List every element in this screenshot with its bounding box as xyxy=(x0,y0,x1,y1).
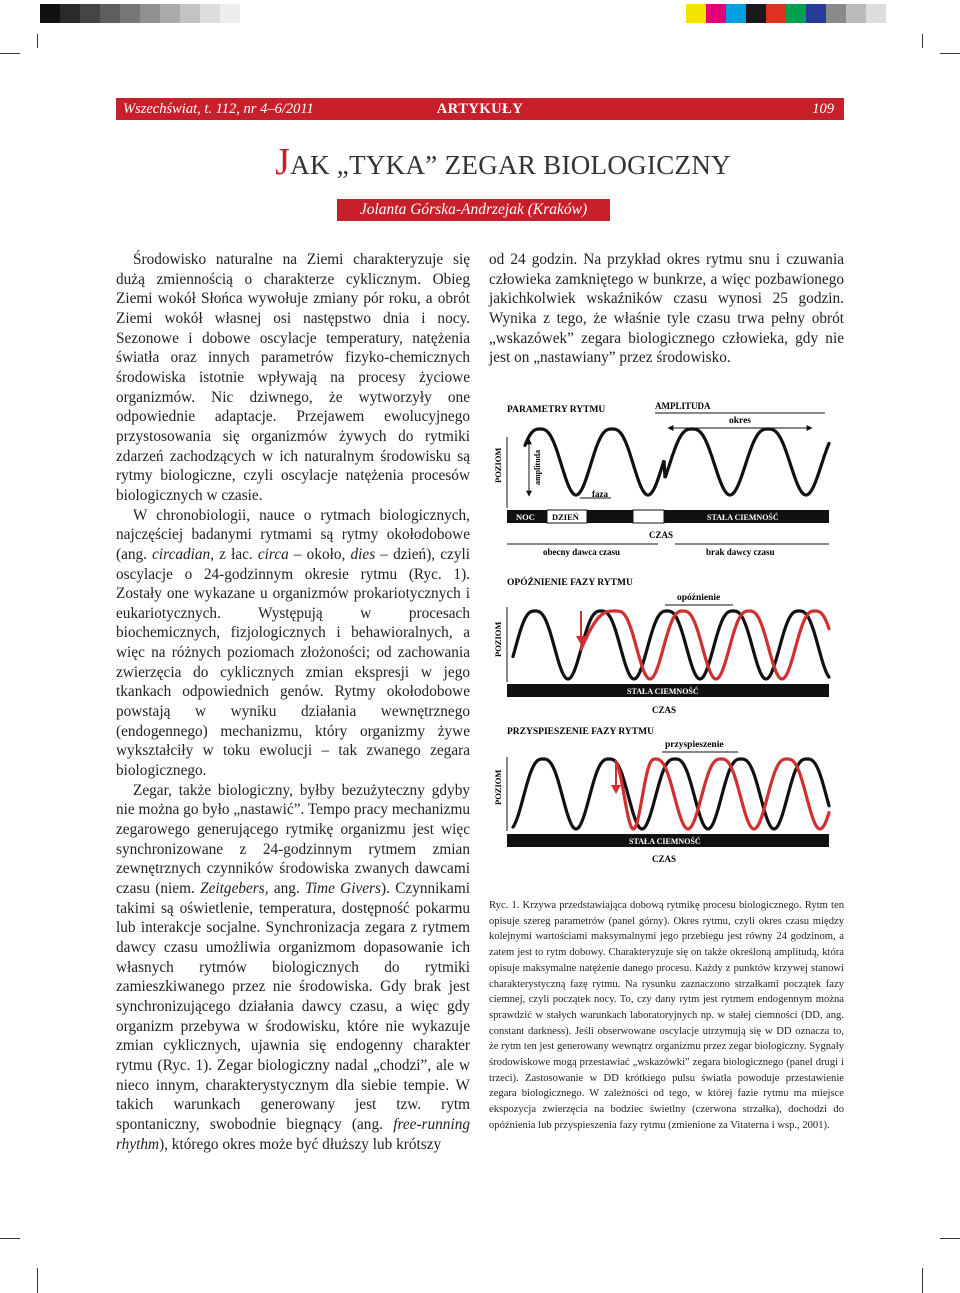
right-column xyxy=(489,250,844,368)
paragraph-1: Środowisko naturalne na Ziemi charakteryzuje się dużą zmiennością o charakterze cyklicznym. Obieg Ziemi wokół Słońca wywołuje zmiany pór roku, a obrót Ziemi wokół własnej osi następstwo dnia i nocy. Sezonowe i dobowe oscylacje temperatury, natężenia światła oraz innych parametrów fizyko-chemicznych środowiska istotnie wpływają na procesy życiowe organizmów. Nic dziwnego, że wytworzyły one odpowiednie adaptacje. Przejawem ewolucyjnego przystosowania się organizmów żywych do rytmiki zdarzeń zachodzących w ich naturalnym środowisku są rytmy biologiczne, czyli oscylacje natężenia procesów biologicznych w czasie. xyxy=(116,251,470,504)
crop-mark xyxy=(940,53,960,54)
figure-caption: Ryc. 1. Krzywa przedstawiająca dobową rytmikę procesu biologicznego. Rytm ten opisuje szereg parametrów (panel górny). Okres rytmu, czyli okres czasu między kolejnymi wartościami maksymalnymi jego przebiegu jest równy 24 godzinom, a zatem jest to rytm dobowy. Charakteryzuje się on także określoną amplitudą, która opisuje maksymalne natężenie danego procesu. Każdy z punktów krzywej stanowi charakterystyczną fazę rytmu. Na rysunku zaznaczono strzałkami początek fazy ciemnej, czyli początek nocy. To, czy dany rytm jest rytmem endogennym można sprawdzić w stałych warunkach laboratoryjnych np. w stałej ciemności (DD, ang. constant darkness). Jeśli obserwowane oscylacje utrzymują się w DD oznacza to, że rytm ten jest generowany wewnątrz organizmu przez zegar biologiczny. Sygnały środowiskowe mogą przestawiać „wskazówki” zegara biologicznego (panel drugi i trzeci). Zastosowanie w DD krótkiego pulsu światła powoduje przestawienie zegara biologicznego. W zależności od tego, w której fazie rytmu ma miejsce ekspozycja zwierzęcia na bodziec świetlny (czerwona strzałka), dochodzi do opóźnienia lub przyspieszenia fazy rytmu (zmienione za Vitaterna i wsp., 2001). xyxy=(489,900,844,1131)
left-column xyxy=(116,250,470,1154)
article-title xyxy=(0,140,960,184)
figure-rhythm-diagram xyxy=(485,395,847,875)
crop-mark xyxy=(37,34,38,48)
day-bar-2 xyxy=(633,510,664,523)
delay-label: opóźnienie xyxy=(677,593,721,603)
crop-mark xyxy=(922,34,923,48)
title-initial: J xyxy=(275,141,291,183)
rhythm-curve-3-original xyxy=(513,759,829,829)
section-name: ARTYKUŁY xyxy=(436,101,524,117)
poziom-label-1: POZIOM xyxy=(493,447,503,483)
czas-label-1: CZAS xyxy=(649,530,674,540)
rhythm-curve-1 xyxy=(525,429,829,495)
constant-dark-label-2: STAŁA CIEMNOŚĆ xyxy=(627,687,699,696)
paragraph-3: Zegar, także biologiczny, byłby bezużyteczny gdyby nie można go było „nastawić”. Tempo pracy mechanizmu zegarowego generującego rytmikę organizmu jest więc synchronizowane z 24-godzinnym rytmem zmian zewnętrznych czynników środowiska zwanych dawcami czasu (niem. Zeitgebers, ang. Time Givers). Czynnikami takimi są oświetlenie, temperatura, dostępność pokarmu lub interakcje socjalne. Synchronizacja zegara z rytmem dawcy czasu umożliwia organizmom dopasowanie ich własnych rytmów biologicznych do rytmiki zamieszkiwanego przez nie środowiska. Gdy brak jest synchronizującego działania dawcy czasu, a więc gdy organizm przebywa w środowisku, które nie wykazuje zmian cyklicznych, ujawnia się endogenny charakter rytmu (Ryc. 1). Zegar biologiczny nadal „chodzi”, ale w nieco innym, charakterystycznym dla siebie tempie. W takich warunkach generowany jest tzw. rytm spontaniczny, swobodnie biegnący (ang. free-running rhythm), którego okres może być dłuższy lub krótszy xyxy=(116,781,470,1153)
paragraph-right-1: od 24 godzin. Na przykład okres rytmu snu i czuwania człowieka zamkniętego w bunkrze, a więc pozbawionego jakichkolwiek wskaźników czasu wynosi 25 godzin. Wynika z tego, że właśnie tyle czasu trwa pełny obrót „wskazówek” zegara biologicznego człowieka, gdy nie jest on „nastawiany” przez środowisko. xyxy=(489,251,844,367)
poziom-label-3: POZIOM xyxy=(493,769,503,805)
day-label: DZIEŃ xyxy=(552,512,579,522)
journal-info: Wszechświat, t. 112, nr 4–6/2011 xyxy=(123,101,314,117)
calibration-bar-color xyxy=(686,4,886,23)
crop-mark xyxy=(922,1268,923,1293)
running-header xyxy=(116,98,844,120)
advance-label: przyspieszenie xyxy=(665,740,724,750)
present-timegiver-label: obecny dawca czasu xyxy=(543,547,620,557)
page-number: 109 xyxy=(812,101,834,117)
crop-mark xyxy=(0,53,20,54)
paragraph-2: W chronobiologii, nauce o rytmach biologicznych, najczęściej badanymi rytmami są rytmy okołodobowe (ang. circadian, z łac. circa – około, dies – dzień), czyli oscylacje o 24-godzinnym okresie rytmu (Ryc. 1). Zostały one wykazane u organizmów prokariotycznych i eukariotycznych. Występują w procesach biochemicznych, fizjologicznych i behawioralnych, a więc na różnych poziomach złożoności; od zachowania zwierzęcia do cyklicznych zmian ekspresji w jego tkankach odpowiednich genów. Rytmy okołodobowe powstają w wyniku działania wewnętrznego (endogennego) mechanizmu, który organizmy żywe wykształciły w toku ewolucji – tak zwanego zegara biologicznego. xyxy=(116,506,470,780)
amplitude-axis-label: amplituda xyxy=(533,449,542,485)
calibration-bar-gray xyxy=(40,4,240,23)
czas-label-3: CZAS xyxy=(652,854,677,864)
light-pulse-arrowhead-3 xyxy=(611,785,621,794)
constant-dark-label-1: STAŁA CIEMNOŚĆ xyxy=(707,513,779,522)
crop-mark xyxy=(0,1238,20,1239)
phase-label: faza xyxy=(592,489,608,499)
czas-label-2: CZAS xyxy=(652,705,677,715)
panel1-amplitude-label: AMPLITUDA xyxy=(655,401,711,411)
author-banner: Jolanta Górska-Andrzejak (Kraków) xyxy=(337,199,610,221)
night-label: NOC xyxy=(516,512,535,522)
panel2-title: OPÓŹNIENIE FAZY RYTMU xyxy=(507,578,633,588)
panel1-title: PARAMETRY RYTMU xyxy=(507,405,606,415)
period-label: okres xyxy=(729,416,751,426)
panel3-title: PRZYSPIESZENIE FAZY RYTMU xyxy=(507,727,654,737)
night-bar-2 xyxy=(587,510,633,523)
crop-mark xyxy=(940,1238,960,1239)
absent-timegiver-label: brak dawcy czasu xyxy=(706,547,775,557)
poziom-label-2: POZIOM xyxy=(493,621,503,657)
constant-dark-label-3: STAŁA CIEMNOŚĆ xyxy=(629,837,701,846)
title-text: AK „TYKA” ZEGAR BIOLOGICZNY xyxy=(290,150,731,180)
crop-mark xyxy=(37,1268,38,1293)
